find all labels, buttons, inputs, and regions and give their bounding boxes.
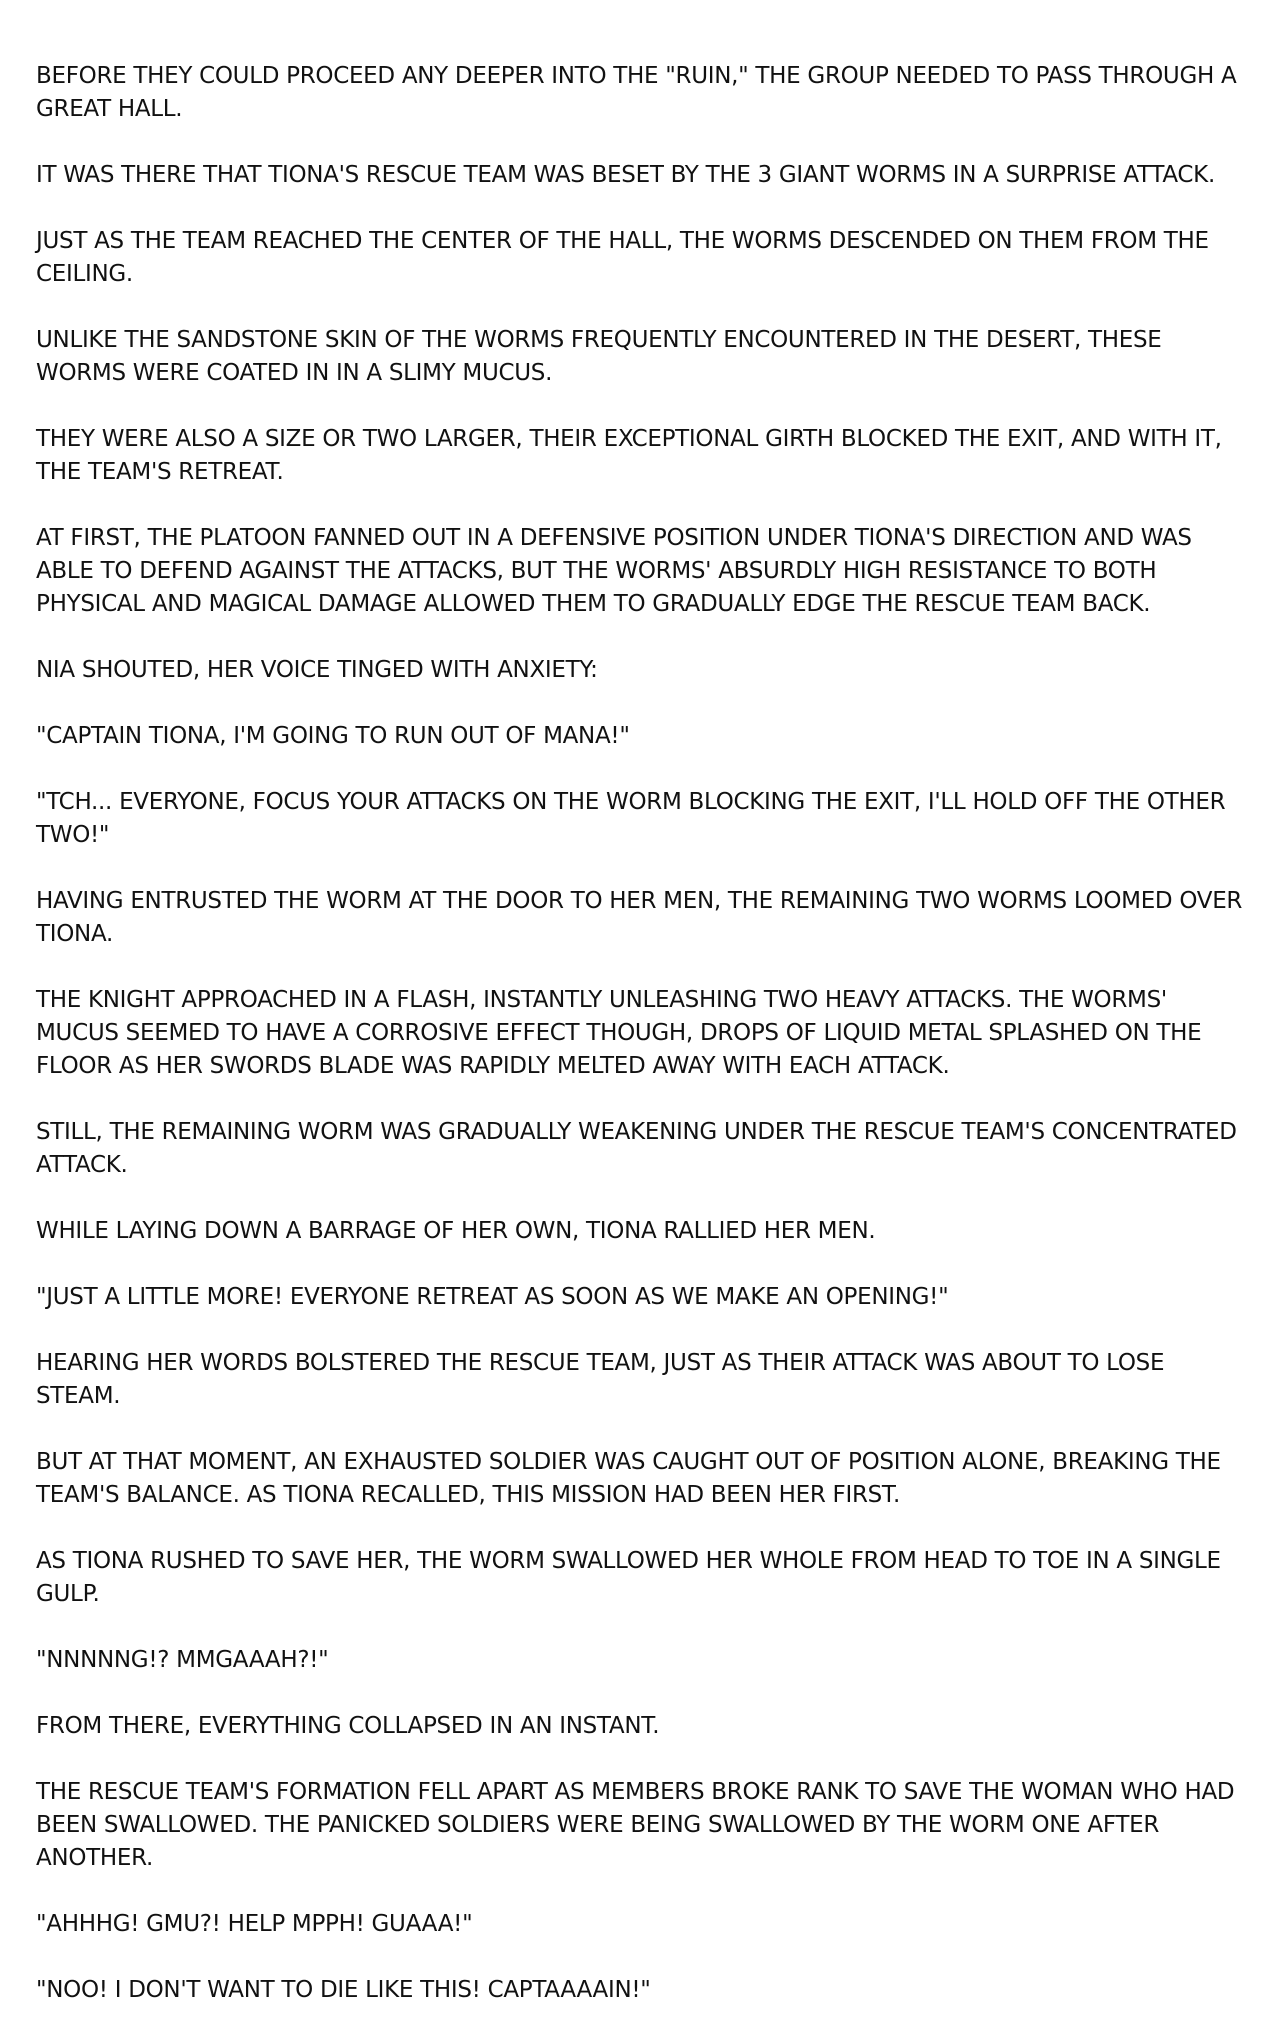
paragraph: AS TIONA RUSHED TO SAVE HER, THE WORM SWALLOWED HER WHOLE FROM HEAD TO TOE IN A SINGLE GULP. bbox=[36, 1548, 1221, 1607]
paragraph: JUST AS THE TEAM REACHED THE CENTER OF THE HALL, THE WORMS DESCENDED ON THEM FROM THE CEILING. bbox=[36, 228, 1209, 287]
dialogue-line: "NOO! I DON'T WANT TO DIE LIKE THIS! CAPTAAAAIN!" bbox=[36, 1977, 651, 2003]
paragraph: BEFORE THEY COULD PROCEED ANY DEEPER INTO THE "RUIN," THE GROUP NEEDED TO PASS THROUGH A GREAT HALL. bbox=[36, 63, 1237, 122]
body-text bbox=[36, 60, 1246, 2040]
dialogue-line: "TCH... EVERYONE, FOCUS YOUR ATTACKS ON THE WORM BLOCKING THE EXIT, I'LL HOLD OFF THE OTHER TWO!" bbox=[36, 789, 1226, 848]
dialogue-line: "CAPTAIN TIONA, I'M GOING TO RUN OUT OF MANA!" bbox=[36, 723, 630, 749]
paragraph: STILL, THE REMAINING WORM WAS GRADUALLY WEAKENING UNDER THE RESCUE TEAM'S CONCENTRATED ATTACK. bbox=[36, 1119, 1237, 1178]
paragraph: AT FIRST, THE PLATOON FANNED OUT IN A DEFENSIVE POSITION UNDER TIONA'S DIRECTION AND WAS ABLE TO DEFEND AGAINST THE ATTACKS, BUT THE WORMS' ABSURDLY HIGH RESISTANCE TO BOTH PHYSICAL AND MAGICAL DAMAGE ALLOWED THEM TO GRADUALLY EDGE THE RESCUE TEAM BACK. bbox=[36, 525, 1192, 617]
dialogue-line: "NNNNNG!? MMGAAAH?!" bbox=[36, 1647, 329, 1673]
dialogue-line: "AHHHG! GMU?! HELP MPPH! GUAAA!" bbox=[36, 1911, 473, 1937]
paragraph: BUT AT THAT MOMENT, AN EXHAUSTED SOLDIER WAS CAUGHT OUT OF POSITION ALONE, BREAKING THE TEAM'S BALANCE. AS TIONA RECALLED, THIS MISSION HAD BEEN HER FIRST. bbox=[36, 1449, 1221, 1508]
dialogue-line: "JUST A LITTLE MORE! EVERYONE RETREAT AS SOON AS WE MAKE AN OPENING!" bbox=[36, 1284, 949, 1310]
paragraph: IT WAS THERE THAT TIONA'S RESCUE TEAM WAS BESET BY THE 3 GIANT WORMS IN A SURPRISE ATTACK. bbox=[36, 162, 1215, 188]
paragraph: WHILE LAYING DOWN A BARRAGE OF HER OWN, TIONA RALLIED HER MEN. bbox=[36, 1218, 876, 1244]
paragraph: FROM THERE, EVERYTHING COLLAPSED IN AN INSTANT. bbox=[36, 1713, 660, 1739]
paragraph: HEARING HER WORDS BOLSTERED THE RESCUE TEAM, JUST AS THEIR ATTACK WAS ABOUT TO LOSE STEAM. bbox=[36, 1350, 1165, 1409]
paragraph: NIA SHOUTED, HER VOICE TINGED WITH ANXIETY: bbox=[36, 657, 598, 683]
paragraph: THE KNIGHT APPROACHED IN A FLASH, INSTANTLY UNLEASHING TWO HEAVY ATTACKS. THE WORMS' MUCUS SEEMED TO HAVE A CORROSIVE EFFECT THOUGH, DROPS OF LIQUID METAL SPLASHED ON THE FLOOR AS HER SWORDS BLADE WAS RAPIDLY MELTED AWAY WITH EACH ATTACK. bbox=[36, 987, 1202, 1079]
paragraph: UNLIKE THE SANDSTONE SKIN OF THE WORMS FREQUENTLY ENCOUNTERED IN THE DESERT, THESE WORMS WERE COATED IN IN A SLIMY MUCUS. bbox=[36, 327, 1162, 386]
paragraph: HAVING ENTRUSTED THE WORM AT THE DOOR TO HER MEN, THE REMAINING TWO WORMS LOOMED OVER TIONA. bbox=[36, 888, 1243, 947]
paragraph: THEY WERE ALSO A SIZE OR TWO LARGER, THEIR EXCEPTIONAL GIRTH BLOCKED THE EXIT, AND WITH IT, THE TEAM'S RETREAT. bbox=[36, 426, 1222, 485]
paragraph: THE RESCUE TEAM'S FORMATION FELL APART AS MEMBERS BROKE RANK TO SAVE THE WOMAN WHO HAD BEEN SWALLOWED. THE PANICKED SOLDIERS WERE BEING SWALLOWED BY THE WORM ONE AFTER ANOTHER. bbox=[36, 1779, 1235, 1871]
